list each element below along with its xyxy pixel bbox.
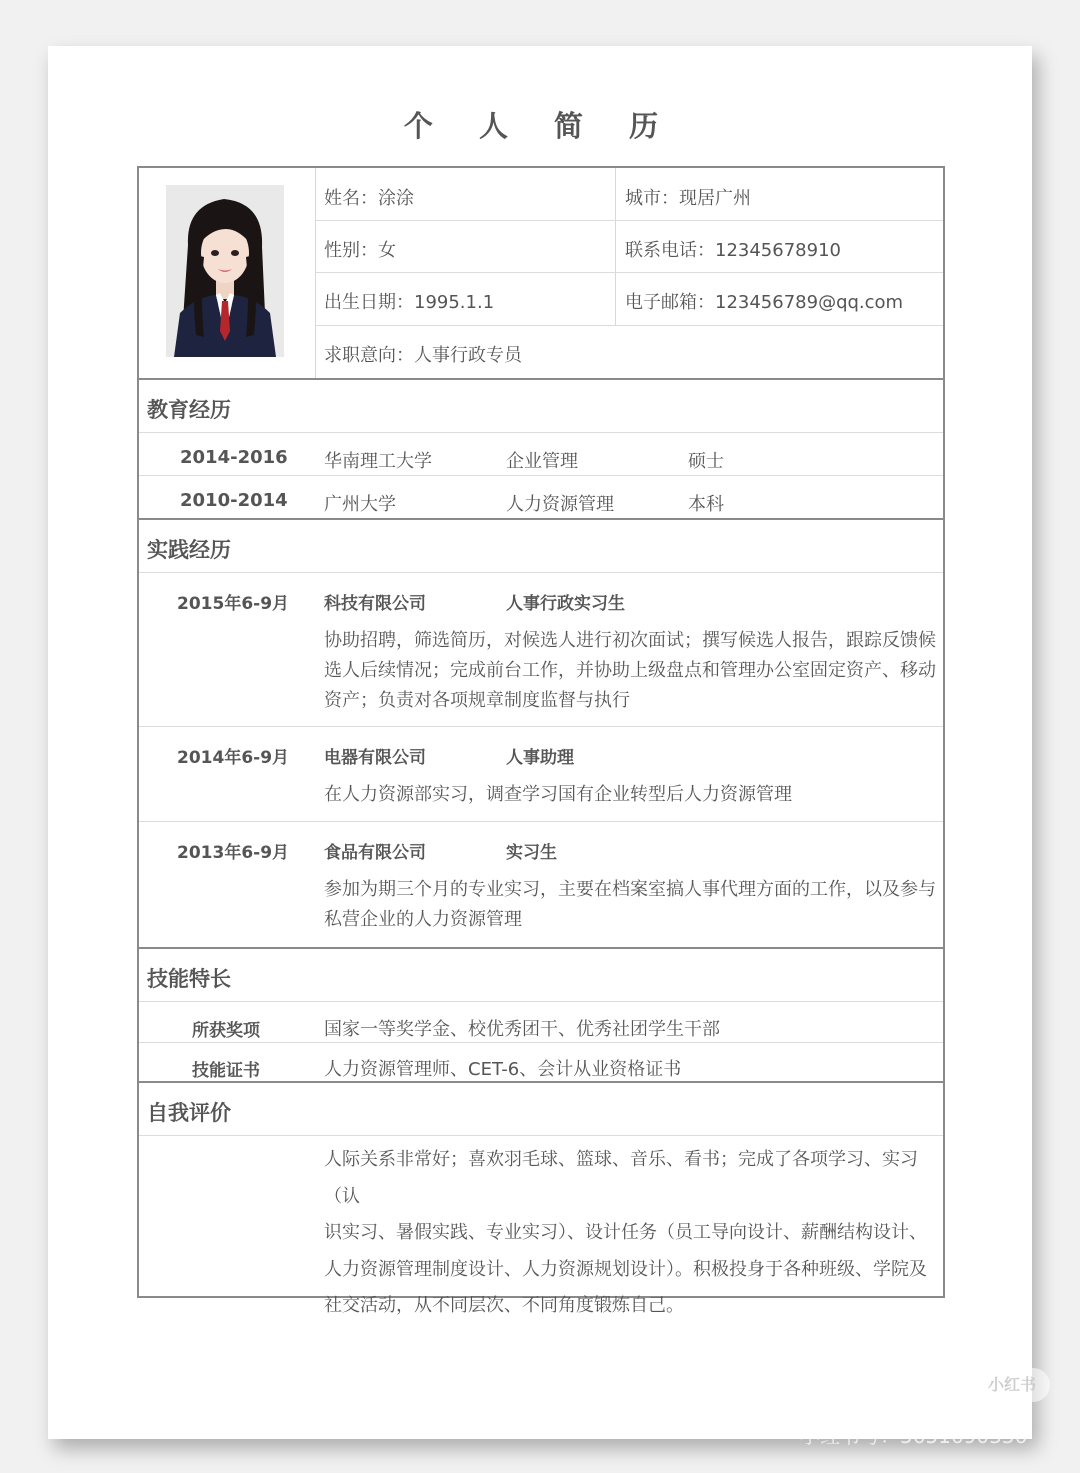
section-border (139, 518, 943, 520)
practice-date: 2013年6-9月 (177, 843, 290, 863)
city-field: 城市：现居广州 (625, 188, 751, 209)
resume-page (48, 46, 1032, 1439)
email-field: 电子邮箱：123456789@qq.com (625, 292, 904, 313)
row-divider (139, 432, 943, 433)
phone-field: 联系电话：12345678910 (625, 240, 841, 261)
education-heading: 教育经历 (147, 398, 231, 422)
row-divider (139, 821, 943, 822)
practice-description (324, 626, 940, 716)
description-line: 在人力资源部实习，调查学习国有企业转型后人力资源管理 (324, 784, 792, 805)
education-school: 华南理工大学 (324, 451, 432, 472)
description-line: 资产；负责对各项规章制度监督与执行 (324, 690, 630, 711)
evaluation-line: 识实习、暑假实践、专业实习）、设计任务（员工导向设计、薪酬结构设计、 (324, 1222, 927, 1243)
resume-table (137, 166, 945, 1316)
info-row-divider (316, 220, 943, 221)
practice-role: 人事助理 (506, 748, 574, 768)
self-evaluation-heading: 自我评价 (147, 1101, 231, 1125)
evaluation-line: 人力资源管理制度设计、人力资源规划设计）。积极投身于各种班级、学院及 (324, 1258, 927, 1280)
practice-description (324, 780, 940, 810)
practice-date: 2015年6-9月 (177, 594, 290, 614)
row-divider (139, 1042, 943, 1043)
info-column-divider (615, 168, 616, 326)
name-field: 姓名：涂涂 (324, 188, 414, 209)
practice-company: 食品有限公司 (324, 843, 426, 863)
description-line: 协助招聘，筛选简历，对候选人进行初次面试；撰写候选人报告，跟踪反馈候 (324, 630, 936, 651)
practice-company: 科技有限公司 (324, 594, 426, 614)
self-evaluation-text (324, 1142, 940, 1325)
skill-label: 技能证书 (192, 1061, 260, 1081)
birth-field: 出生日期：1995.1.1 (324, 292, 495, 313)
practice-company: 电器有限公司 (324, 748, 426, 768)
practice-description (324, 875, 940, 935)
portrait-image (166, 185, 284, 357)
education-school: 广州大学 (324, 494, 396, 515)
evaluation-line: 社交活动，从不同层次、不同角度锻炼自己。 (324, 1295, 684, 1316)
education-degree: 本科 (688, 494, 724, 515)
row-divider (139, 1001, 943, 1002)
practice-role: 实习生 (506, 843, 557, 863)
section-border (139, 947, 943, 949)
info-row-divider (316, 272, 943, 273)
row-divider (139, 475, 943, 476)
description-line: 私营企业的人力资源管理 (324, 909, 522, 930)
info-row-divider (316, 325, 943, 326)
skill-label: 所获奖项 (192, 1021, 260, 1041)
row-divider (139, 572, 943, 573)
education-years: 2014-2016 (180, 447, 288, 468)
practice-date: 2014年6-9月 (177, 748, 290, 768)
education-major: 企业管理 (506, 451, 578, 472)
section-border (139, 378, 943, 380)
evaluation-line: 人际关系非常好；喜欢羽毛球、篮球、音乐、看书；完成了各项学习、实习（认 (324, 1149, 918, 1207)
practice-role: 人事行政实习生 (506, 594, 625, 614)
photo-divider (315, 168, 316, 378)
page-title: 个 人 简 历 (403, 109, 677, 143)
section-border (139, 1081, 943, 1083)
row-divider (139, 1135, 943, 1136)
row-divider (139, 726, 943, 727)
description-line: 选人后续情况；完成前台工作，并协助上级盘点和管理办公室固定资产、移动 (324, 660, 936, 681)
education-degree: 硕士 (688, 451, 724, 472)
job-intent-field: 求职意向：人事行政专员 (324, 345, 522, 366)
skill-value: 国家一等奖学金、校优秀团干、优秀社团学生干部 (324, 1019, 720, 1040)
practice-heading: 实践经历 (147, 538, 231, 562)
gender-field: 性别：女 (324, 240, 396, 261)
skill-value: 人力资源管理师、CET-6、会计从业资格证书 (324, 1059, 682, 1080)
education-years: 2010-2014 (180, 490, 288, 511)
watermark-badge: 小红书 (974, 1368, 1050, 1402)
description-line: 参加为期三个月的专业实习，主要在档案室搞人事代理方面的工作，以及参与 (324, 879, 936, 900)
skills-heading: 技能特长 (147, 967, 231, 991)
profile-photo (166, 185, 284, 357)
education-major: 人力资源管理 (506, 494, 614, 515)
watermark-id: 小红书号：5651690336 (800, 1424, 1028, 1448)
